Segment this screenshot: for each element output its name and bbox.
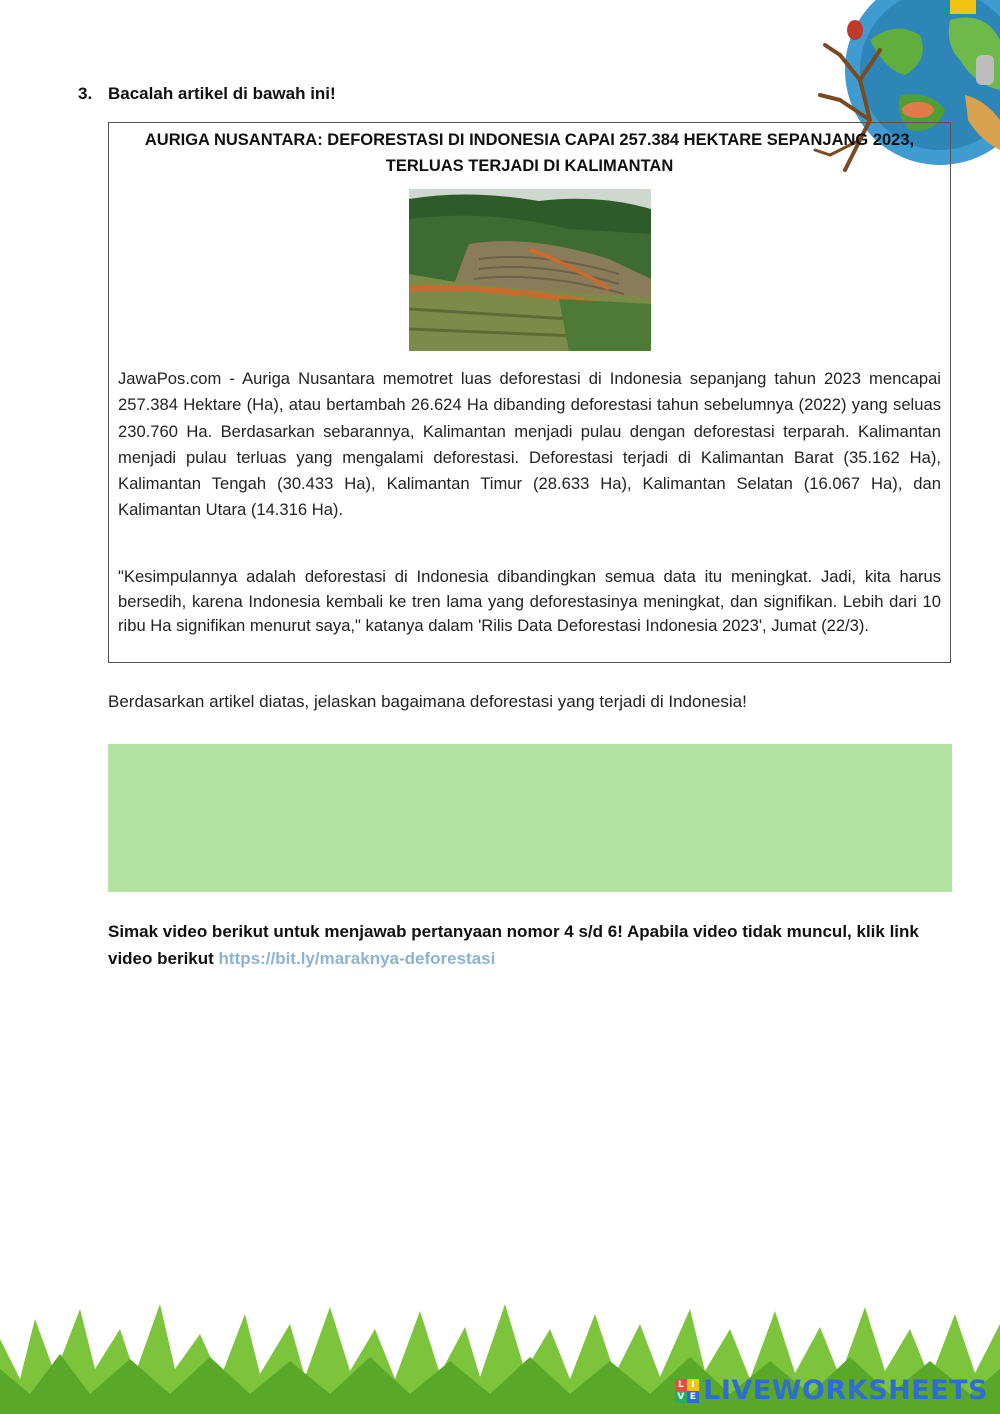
deforestation-photo xyxy=(409,189,651,351)
question-number: 3. xyxy=(78,84,93,103)
article-paragraph-2: "Kesimpulannya adalah deforestasi di Indonesia dibandingkan semua data itu meningkat. Jadi, kita harus bersedih, karena Indonesia kembali ke tren lama yang deforestasinya meningkat, dan signifikan. Lebih dari 10 ribu Ha signifikan menurut saya," katanya dalam 'Rilis Data Deforestasi Indonesia 2023', Jumat (22/3). xyxy=(118,567,941,635)
instruction-text: Simak video berikut untuk menjawab pertanyaan nomor 4 s/d 6! Apabila video tidak muncul, klik link video berikut xyxy=(108,922,919,968)
answer-input[interactable] xyxy=(108,744,952,892)
question-text: Berdasarkan artikel diatas, jelaskan bagaimana deforestasi yang terjadi di Indonesia! xyxy=(108,692,747,711)
article-paragraph-1: JawaPos.com - Auriga Nusantara memotret luas deforestasi di Indonesia sepanjang tahun 2023 mencapai 257.384 Hektare (Ha), atau bertambah 26.624 Ha dibanding deforestasi tahun sebelumnya (2022) yang seluas 230.760 Ha. Berdasarkan sebarannya, Kalimantan menjadi pulau dengan deforestasi terparah. Kalimantan menjadi pulau terluas yang mengalami deforestasi. Deforestasi terjadi di Kalimantan Barat (35.162 Ha), Kalimantan Tengah (30.433 Ha), Kalimantan Timur (28.633 Ha), Kalimantan Selatan (16.067 Ha), dan Kalimantan Utara (14.316 Ha). xyxy=(118,369,941,520)
liveworksheets-mark-icon: L I V E xyxy=(675,1379,699,1403)
video-instruction xyxy=(108,918,958,972)
liveworksheets-logo xyxy=(675,1375,988,1406)
article-title: AURIGA NUSANTARA: DEFORESTASI DI INDONESIA CAPAI 257.384 HEKTARE SEPANJANG 2023, TERLUAS TERJADI DI KALIMANTAN xyxy=(144,131,915,175)
article-box xyxy=(108,122,951,663)
video-link[interactable]: https://bit.ly/maraknya-deforestasi xyxy=(218,949,496,968)
question-3-heading xyxy=(78,84,336,104)
question-heading-text: Bacalah artikel di bawah ini! xyxy=(108,84,336,103)
liveworksheets-text: LIVEWORKSHEETS xyxy=(703,1375,988,1406)
